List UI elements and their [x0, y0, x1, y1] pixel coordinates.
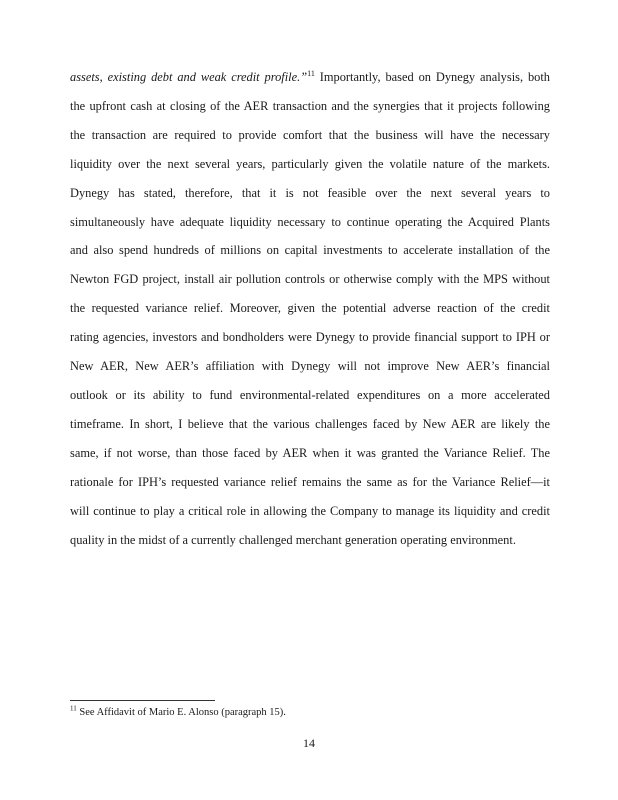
page-number: 14: [303, 736, 315, 750]
footnote: [70, 706, 286, 720]
body-line-3: the transaction are required to provide comfort that the business will have the necessary: [70, 127, 550, 142]
body-line-16: will continue to play a critical role in allowing the Company to manage its liquidity and credit: [70, 503, 550, 518]
body-line-12: outlook or its ability to fund environmental-related expenditures on a more accelerated: [70, 387, 550, 402]
body-line-11: New AER, New AER’s affiliation with Dynegy will not improve New AER’s financial: [70, 359, 550, 374]
body-line-10: rating agencies, investors and bondholders were Dynegy to provide financial support to IPH or: [70, 330, 550, 345]
body-line-17: quality in the midst of a currently challenged merchant generation operating environment.: [70, 532, 516, 547]
body-line-5: Dynegy has stated, therefore, that it is not feasible over the next several years to: [70, 185, 550, 200]
body-line-15: rationale for IPH’s requested variance relief remains the same as for the Variance Relief—it: [70, 474, 550, 489]
footnote-divider: [70, 700, 215, 701]
body-line-4: liquidity over the next several years, particularly given the volatile nature of the markets.: [70, 156, 550, 171]
body-line-6: simultaneously have adequate liquidity necessary to continue operating the Acquired Plants: [70, 214, 550, 229]
line-rest: Importantly, based on Dynegy analysis, both: [314, 70, 550, 84]
body-line-13: timeframe. In short, I believe that the various challenges faced by New AER are likely the: [70, 416, 550, 431]
body-line-7: and also spend hundreds of millions on capital investments to accelerate installation of the: [70, 243, 550, 258]
footnote-marker: 11: [70, 704, 77, 713]
body-line-14: same, if not worse, than those faced by AER when it was granted the Variance Relief. The: [70, 445, 550, 460]
body-paragraph: [70, 63, 550, 554]
footnote-text: See Affidavit of Mario E. Alonso (paragraph 15).: [76, 707, 286, 718]
close-quote: ”: [300, 70, 308, 84]
body-line-9: the requested variance relief. Moreover, given the potential adverse reaction of the credit: [70, 301, 550, 316]
footnote-reference: 11: [307, 68, 315, 78]
body-line-2: the upfront cash at closing of the AER transaction and the synergies that it projects following: [70, 98, 550, 113]
body-line-8: Newton FGD project, install air pollution controls or otherwise comply with the MPS without: [70, 272, 550, 287]
body-line-1: [70, 63, 550, 92]
quoted-text: assets, existing debt and weak credit profile.: [70, 70, 301, 84]
